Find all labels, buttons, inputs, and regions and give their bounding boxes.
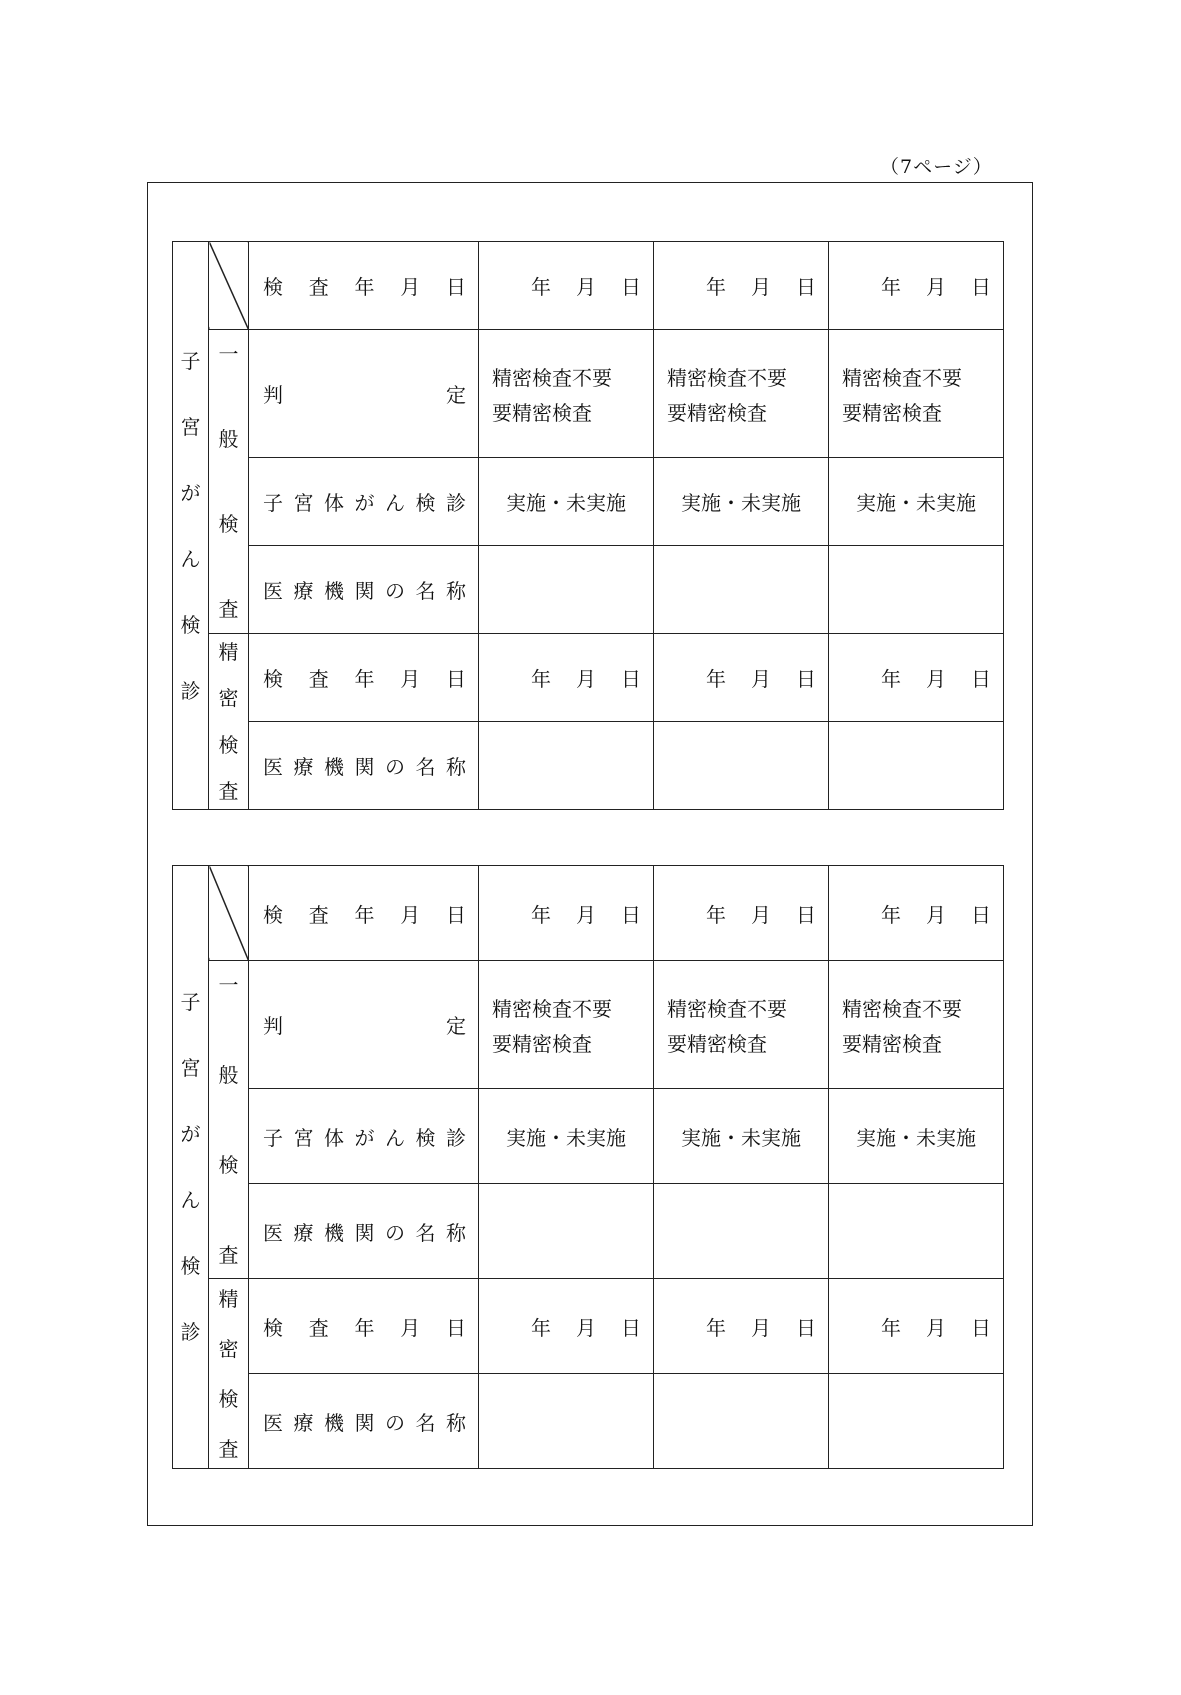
general-exam-label: 一 般 検 査 (218, 342, 239, 621)
uterine-body-field-2[interactable]: 実施・未実施 (654, 458, 829, 546)
detail-exam-label-cell (209, 634, 249, 810)
exam-date-field-3[interactable]: 年 月 日 (829, 866, 1004, 961)
institution-field-1[interactable] (479, 546, 654, 634)
institution-label: 医 療 機 関 の 名 称 (263, 579, 466, 603)
diagonal-header-cell (209, 242, 249, 330)
judgment-label: 判 定 (263, 1014, 466, 1038)
cervical-cancer-screening-form-2 (172, 865, 1004, 1469)
detail-institution-field-1[interactable] (479, 722, 654, 810)
uterine-body-label: 子 宮 体 が ん 検 診 (263, 1125, 466, 1150)
detail-institution-label-cell (249, 1374, 479, 1469)
detail-institution-label: 医 療 機 関 の 名 称 (263, 755, 466, 779)
detail-date-field-1[interactable]: 年 月 日 (479, 1279, 654, 1374)
detail-institution-field-2[interactable] (654, 1374, 829, 1469)
detail-date-field-2[interactable]: 年 月 日 (654, 634, 829, 722)
uterine-body-field-1[interactable]: 実施・未実施 (479, 458, 654, 546)
judgment-option-detail-required: 要精密検査 (492, 400, 592, 425)
general-exam-label-cell (209, 330, 249, 634)
judgment-option-no-detail: 精密検査不要 (842, 365, 962, 390)
exam-date-label: 検 査 年 月 日 (263, 275, 466, 299)
institution-field-1[interactable] (479, 1184, 654, 1279)
judgment-field-2[interactable] (654, 330, 829, 458)
detail-institution-field-2[interactable] (654, 722, 829, 810)
detail-exam-label: 精 密 検 査 (218, 1286, 239, 1461)
judgment-option-detail-required: 要精密検査 (842, 400, 942, 425)
general-exam-label-cell (209, 961, 249, 1279)
uterine-body-field-2[interactable]: 実施・未実施 (654, 1089, 829, 1184)
detail-date-field-1[interactable]: 年 月 日 (479, 634, 654, 722)
detail-institution-label-cell (249, 722, 479, 810)
detail-institution-field-3[interactable] (829, 722, 1004, 810)
institution-field-3[interactable] (829, 546, 1004, 634)
detail-date-field-3[interactable]: 年 月 日 (829, 1279, 1004, 1374)
judgment-option-no-detail: 精密検査不要 (667, 365, 787, 390)
uterine-body-field-3[interactable]: 実施・未実施 (829, 458, 1004, 546)
judgment-option-no-detail: 精密検査不要 (492, 365, 612, 390)
detail-date-field-2[interactable]: 年 月 日 (654, 1279, 829, 1374)
section-title: 子 宮 が ん 検 診 (180, 348, 201, 703)
exam-date-label-cell (249, 866, 479, 961)
exam-date-label-cell (249, 242, 479, 330)
institution-label: 医 療 機 関 の 名 称 (263, 1220, 466, 1245)
detail-institution-field-1[interactable] (479, 1374, 654, 1469)
institution-field-2[interactable] (654, 546, 829, 634)
institution-label-cell (249, 1184, 479, 1279)
institution-label-cell (249, 546, 479, 634)
exam-date-field-1[interactable]: 年 月 日 (479, 866, 654, 961)
judgment-option-detail-required: 要精密検査 (492, 1031, 592, 1056)
judgment-field-2[interactable] (654, 961, 829, 1089)
uterine-body-field-3[interactable]: 実施・未実施 (829, 1089, 1004, 1184)
detail-institution-field-3[interactable] (829, 1374, 1004, 1469)
judgment-option-detail-required: 要精密検査 (667, 400, 767, 425)
section-title-cell (173, 866, 209, 1469)
detail-date-label: 検 査 年 月 日 (263, 1315, 466, 1340)
page-number-label: （7ページ） (880, 156, 993, 178)
detail-date-label-cell (249, 634, 479, 722)
judgment-field-3[interactable] (829, 961, 1004, 1089)
judgment-option-no-detail: 精密検査不要 (492, 996, 612, 1021)
detail-exam-label-cell (209, 1279, 249, 1469)
judgment-field-1[interactable] (479, 330, 654, 458)
detail-date-field-3[interactable]: 年 月 日 (829, 634, 1004, 722)
judgment-label: 判 定 (263, 383, 466, 407)
cervical-cancer-screening-form-1 (172, 241, 1004, 810)
judgment-field-1[interactable] (479, 961, 654, 1089)
detail-exam-label: 精 密 検 査 (218, 639, 239, 804)
general-exam-label: 一 般 検 査 (218, 972, 239, 1267)
judgment-label-cell (249, 330, 479, 458)
judgment-option-detail-required: 要精密検査 (842, 1031, 942, 1056)
judgment-label-cell (249, 961, 479, 1089)
exam-date-field-2[interactable]: 年 月 日 (654, 242, 829, 330)
judgment-option-no-detail: 精密検査不要 (667, 996, 787, 1021)
exam-date-label: 検 査 年 月 日 (263, 902, 466, 927)
uterine-body-field-1[interactable]: 実施・未実施 (479, 1089, 654, 1184)
exam-date-field-3[interactable]: 年 月 日 (829, 242, 1004, 330)
detail-institution-label: 医 療 機 関 の 名 称 (263, 1410, 466, 1435)
uterine-body-label: 子 宮 体 が ん 検 診 (263, 491, 466, 515)
judgment-field-3[interactable] (829, 330, 1004, 458)
exam-date-field-1[interactable]: 年 月 日 (479, 242, 654, 330)
diagonal-header-cell (209, 866, 249, 961)
uterine-body-label-cell (249, 458, 479, 546)
judgment-option-detail-required: 要精密検査 (667, 1031, 767, 1056)
institution-field-3[interactable] (829, 1184, 1004, 1279)
exam-date-field-2[interactable]: 年 月 日 (654, 866, 829, 961)
judgment-option-no-detail: 精密検査不要 (842, 996, 962, 1021)
uterine-body-label-cell (249, 1089, 479, 1184)
institution-field-2[interactable] (654, 1184, 829, 1279)
section-title-cell (173, 242, 209, 810)
section-title: 子 宮 が ん 検 診 (180, 990, 201, 1344)
detail-date-label-cell (249, 1279, 479, 1374)
detail-date-label: 検 査 年 月 日 (263, 667, 466, 691)
